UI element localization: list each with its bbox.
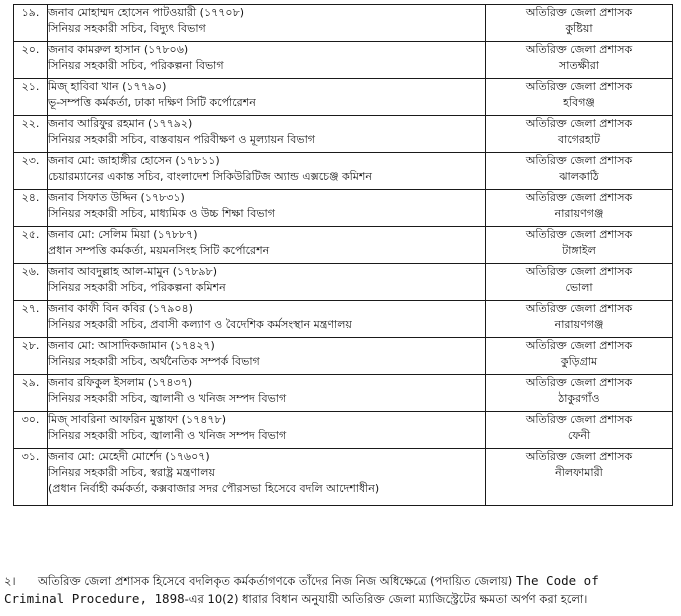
serial-number: ২৩.: [14, 153, 48, 190]
paragraph-number: ২।: [4, 574, 16, 588]
officer-name: জনাব আবদুল্লাহ আল-মামুন (১৭৮৯৮): [48, 265, 217, 278]
officer-cell: [48, 412, 486, 449]
table-row: [14, 42, 673, 79]
posting-cell: [486, 264, 673, 301]
officer-designation: সিনিয়র সহকারী সচিব, বিদ্যুৎ বিভাগ: [48, 22, 206, 35]
officer-designation: চেয়ারম্যানের একান্ত সচিব, বাংলাদেশ সিকিউরিটিজ অ্যান্ড এক্সচেঞ্জ কমিশন: [48, 170, 372, 183]
posting-district: কুড়িগ্রাম: [560, 355, 598, 368]
posting-cell: [486, 79, 673, 116]
serial-number: ২৮.: [14, 338, 48, 375]
posting-district: বাগেরহাট: [558, 133, 600, 146]
posting-cell: [486, 412, 673, 449]
table-row: [14, 301, 673, 338]
officer-designation: সিনিয়র সহকারী সচিব, জ্বালানী ও খনিজ সম্পদ বিভাগ: [48, 392, 287, 405]
posting-district: ভোলা: [565, 281, 593, 294]
table-row: [14, 79, 673, 116]
posting-cell: [486, 116, 673, 153]
table-row: [14, 153, 673, 190]
officer-cell: [48, 190, 486, 227]
posting-cell: [486, 449, 673, 506]
officer-name: মিজ্ হাবিবা খান (১৭৭৯০): [48, 80, 167, 93]
serial-number: ২৪.: [14, 190, 48, 227]
officer-cell: [48, 449, 486, 506]
officer-name: জনাব মো: আসাদিকজামান (১৭৪২৭): [48, 339, 215, 352]
officer-designation: সিনিয়র সহকারী সচিব, মাধ্যমিক ও উচ্চ শিক্ষা বিভাগ: [48, 207, 275, 220]
officer-designation: প্রধান সম্পত্তি কর্মকর্তা, ময়মনসিংহ সিটি কর্পোরেশন: [48, 244, 270, 257]
posting-district: টাঙ্গাইল: [562, 244, 596, 257]
posting-district: ঠাকুরগাঁও: [558, 392, 600, 405]
order-text-english: The Code of: [515, 573, 599, 588]
table-row: [14, 190, 673, 227]
officer-name: জনাব মো: মেহেদী মোর্শেদ (১৭৬০৭): [48, 450, 210, 463]
serial-number: ৩১.: [14, 449, 48, 506]
serial-number: ১৯.: [14, 5, 48, 42]
serial-number: ৩০.: [14, 412, 48, 449]
officer-cell: [48, 264, 486, 301]
posting-cell: [486, 227, 673, 264]
posting-title: অতিরিক্ত জেলা প্রশাসক: [525, 43, 633, 56]
table-row: [14, 375, 673, 412]
posting-district: নারায়ণগঞ্জ: [554, 318, 604, 331]
officer-cell: [48, 79, 486, 116]
serial-number: ২২.: [14, 116, 48, 153]
officer-designation: ভূ-সম্পত্তি কর্মকর্তা, ঢাকা দক্ষিণ সিটি কর্পোরেশন: [48, 96, 256, 109]
posting-title: অতিরিক্ত জেলা প্রশাসক: [525, 228, 633, 241]
posting-title: অতিরিক্ত জেলা প্রশাসক: [525, 376, 633, 389]
order-text-bangla: অতিরিক্ত জেলা প্রশাসক হিসেবে বদলিকৃত কর্মকর্তাগণকে তাঁদের নিজ নিজ অধিক্ষেত্রে (পদায়িত জেলায়): [38, 574, 513, 588]
posting-district: ফেনী: [567, 429, 591, 442]
table-row: [14, 449, 673, 506]
posting-district: সাতক্ষীরা: [558, 59, 599, 72]
officer-cell: [48, 116, 486, 153]
officer-name: মিজ্ সাবরিনা আফরিন মুস্তাফা (১৭৪৭৮): [48, 413, 226, 426]
officer-name: জনাব মো: সেলিম মিয়া (১৭৮৮৭): [48, 228, 198, 241]
serial-number: ২৭.: [14, 301, 48, 338]
order-paragraph-line-1: [4, 572, 676, 590]
officer-cell: [48, 227, 486, 264]
officer-name: জনাব কাফী বিন কবির (১৭৯০৪): [48, 302, 193, 315]
posting-cell: [486, 338, 673, 375]
officer-cell: [48, 338, 486, 375]
posting-district: কুষ্টিয়া: [565, 22, 593, 35]
serial-number: ২৫.: [14, 227, 48, 264]
table-row: [14, 338, 673, 375]
posting-cell: [486, 153, 673, 190]
posting-title: অতিরিক্ত জেলা প্রশাসক: [525, 302, 633, 315]
officer-cell: [48, 42, 486, 79]
posting-cell: [486, 5, 673, 42]
posting-cell: [486, 375, 673, 412]
posting-cell: [486, 190, 673, 227]
officer-designation: সিনিয়র সহকারী সচিব, বাস্তবায়ন পরিবীক্ষণ ও মূল্যায়ন বিভাগ: [48, 133, 315, 146]
order-text-bangla: -এর 10(2) ধারার বিধান অনুযায়ী অতিরিক্ত জেলা ম্যাজিস্ট্রেটের ক্ষমতা অর্পণ করা হলো।: [184, 592, 588, 606]
table-row: [14, 116, 673, 153]
posting-title: অতিরিক্ত জেলা প্রশাসক: [525, 450, 633, 463]
officer-designation: সিনিয়র সহকারী সচিব, প্রবাসী কল্যাণ ও বৈদেশিক কর্মসংস্থান মন্ত্রণালয়: [48, 318, 352, 331]
officer-cell: [48, 5, 486, 42]
officer-name: জনাব রফিকুল ইসলাম (১৭৪৩৭): [48, 376, 193, 389]
table-row: [14, 227, 673, 264]
posting-title: অতিরিক্ত জেলা প্রশাসক: [525, 265, 633, 278]
posting-district: নীলফামারী: [555, 466, 603, 479]
posting-district: নারায়ণগঞ্জ: [554, 207, 604, 220]
posting-title: অতিরিক্ত জেলা প্রশাসক: [525, 154, 633, 167]
officer-cell: [48, 301, 486, 338]
posting-title: অতিরিক্ত জেলা প্রশাসক: [525, 191, 633, 204]
officer-cell: [48, 153, 486, 190]
serial-number: ২৬.: [14, 264, 48, 301]
posting-cell: [486, 42, 673, 79]
officer-name: জনাব মোহাম্মদ হোসেন পাটওয়ারী (১৭৭০৮): [48, 6, 244, 19]
officer-designation: সিনিয়র সহকারী সচিব, পরিকল্পনা বিভাগ: [48, 59, 224, 72]
order-text-english: Criminal Procedure, 1898: [4, 591, 185, 606]
posting-title: অতিরিক্ত জেলা প্রশাসক: [525, 413, 633, 426]
officer-transfer-note: (প্রধান নির্বাহী কর্মকর্তা, কক্সবাজার সদর পৌরসভা হিসেবে বদলি আদেশাধীন): [48, 482, 380, 495]
posting-title: অতিরিক্ত জেলা প্রশাসক: [525, 339, 633, 352]
table-row: [14, 412, 673, 449]
posting-table: [13, 4, 673, 506]
officer-designation: সিনিয়র সহকারী সচিব, স্বরাষ্ট্র মন্ত্রণালয়: [48, 466, 215, 479]
officer-designation: সিনিয়র সহকারী সচিব, অর্থনৈতিক সম্পর্ক বিভাগ: [48, 355, 260, 368]
order-paragraph: [4, 572, 676, 608]
order-paragraph-line-2: [4, 590, 676, 608]
officer-name: জনাব কামরুল হাসান (১৭৮০৬): [48, 43, 189, 56]
posting-title: অতিরিক্ত জেলা প্রশাসক: [525, 80, 633, 93]
posting-district: ঝালকাঠি: [559, 170, 599, 183]
officer-name: জনাব সিফাত উদ্দিন (১৭৮৩১): [48, 191, 185, 204]
posting-cell: [486, 301, 673, 338]
serial-number: ২৯.: [14, 375, 48, 412]
officer-name: জনাব আরিফুর রহমান (১৭৭৯২): [48, 117, 193, 130]
serial-number: ২১.: [14, 79, 48, 116]
officer-designation: সিনিয়র সহকারী সচিব, জ্বালানী ও খনিজ সম্পদ বিভাগ: [48, 429, 287, 442]
posting-district: হবিগঞ্জ: [563, 96, 595, 109]
table-row: [14, 264, 673, 301]
officer-cell: [48, 375, 486, 412]
officer-name: জনাব মো: জাহাঙ্গীর হোসেন (১৭৮১১): [48, 154, 220, 167]
officer-designation: সিনিয়র সহকারী সচিব, পরিকল্পনা কমিশন: [48, 281, 226, 294]
serial-number: ২০.: [14, 42, 48, 79]
table-row: [14, 5, 673, 42]
posting-title: অতিরিক্ত জেলা প্রশাসক: [525, 117, 633, 130]
posting-title: অতিরিক্ত জেলা প্রশাসক: [525, 6, 633, 19]
